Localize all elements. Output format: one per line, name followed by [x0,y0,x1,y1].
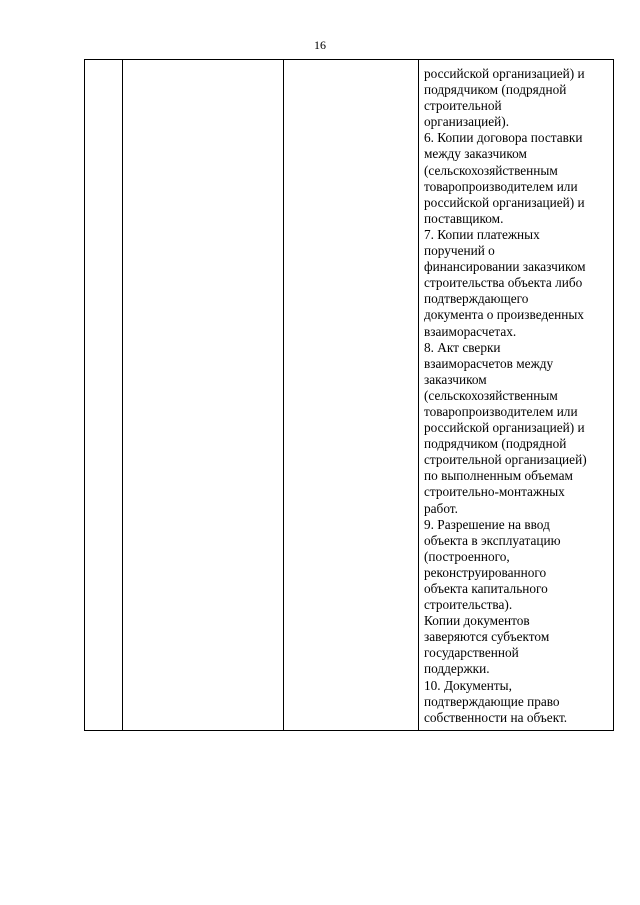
text-line: российской организацией) и [424,66,585,81]
text-line: строительства объекта либо [424,275,583,291]
text-line: Копии документов [424,613,530,629]
table-cell-col-4 [419,60,614,731]
text-line: государственной [424,645,519,661]
table-row [85,60,614,731]
text-line: реконструированного [424,564,547,580]
text-line: организацией). [424,114,510,130]
text-line: подтверждающие право [424,693,560,709]
text-line: взаиморасчетах. [424,323,517,339]
text-line: 6. Копии договора поставки [424,130,583,146]
text-line: (сельскохозяйственным [424,387,558,403]
document-list-text [419,60,613,730]
text-line: строительно-монтажных [424,484,565,500]
text-line: подтверждающего [424,291,529,307]
text-line: (сельскохозяйственным [424,162,558,178]
table-cell-col-2 [123,60,284,731]
text-line: товаропроизводителем или [424,178,578,194]
table-cell-col-1 [85,60,123,731]
text-line: российской организацией) и [424,420,585,436]
text-line: 10. Документы, [424,677,512,693]
document-table [84,59,614,731]
table-cell-col-3 [284,60,419,731]
text-line: российской организацией) и [424,194,585,210]
text-line: собственности на объект. [424,709,568,725]
text-line: заверяются субъектом [424,629,550,645]
text-line: по выполненным объемам [424,468,573,484]
text-line: документа о произведенных [424,307,584,323]
text-line: финансировании заказчиком [424,259,586,275]
text-line: заказчиком [424,371,487,387]
text-line: взаиморасчетов между [424,355,554,371]
text-line: поставщиком. [424,210,504,226]
page-number: 16 [314,38,326,52]
text-line: работ. [424,500,458,516]
text-line: 8. Акт сверки [424,339,501,355]
text-line: строительства). [424,597,513,613]
text-line: товаропроизводителем или [424,403,578,419]
text-line: 7. Копии платежных [424,226,540,242]
text-line: объекта в эксплуатацию [424,532,561,548]
text-line: объекта капитального [424,581,548,596]
text-line: строительной [424,98,502,114]
text-line: между заказчиком [424,146,527,162]
text-line: поручений о [424,243,495,259]
text-line: поддержки. [424,661,490,677]
text-line: подрядчиком (подрядной [424,436,567,452]
text-line: строительной организацией) [424,452,587,468]
text-line: 9. Разрешение на ввод [424,516,550,532]
text-line: (построенного, [424,548,510,564]
text-line: подрядчиком (подрядной [424,82,567,98]
